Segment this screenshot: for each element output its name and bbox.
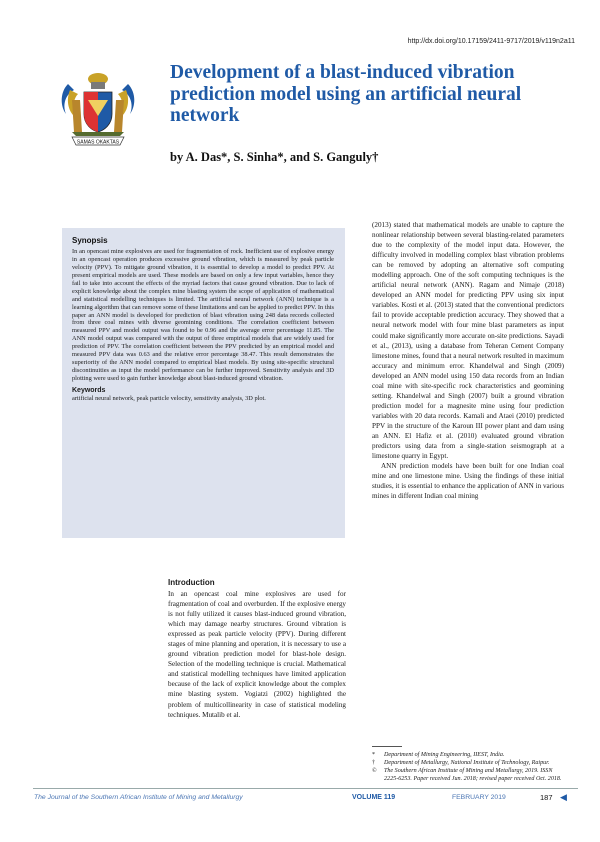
synopsis-heading: Synopsis: [72, 236, 108, 245]
introduction-heading: Introduction: [168, 578, 215, 587]
footnote-text: The Southern African Institute of Mining and Metallurgy, 2019. ISSN 2225-6253. Paper received Jun. 2018; revised paper received Oct. 2018.: [384, 768, 562, 783]
introduction-section: [168, 578, 346, 720]
footnote-mark: *: [372, 752, 376, 758]
footer-date: FEBRUARY 2019: [452, 794, 506, 801]
keywords-heading: Keywords: [72, 386, 106, 394]
page-arrow-icon: ◀: [560, 792, 567, 802]
footnote: [372, 767, 564, 783]
footnotes: [372, 751, 564, 783]
footer-journal-name: The Journal of the Southern African Institute of Mining and Metallurgy: [34, 794, 243, 801]
keywords-text: artificial neural network, peak particle velocity, sensitivity analysis, 3D plot.: [72, 394, 266, 402]
page-number: 187: [540, 793, 553, 802]
institute-crest-icon: [58, 70, 138, 148]
right-column-paragraph-2: ANN prediction models have been built for one Indian coal mine and one limestone mine. Using the findings of these initial studies, it is essential to enhance the application of ANN in various mines in different Indian coal mining: [372, 462, 564, 501]
footnote-text: Department of Mining Engineering, IIEST, India.: [384, 752, 505, 758]
footnote-text: Department of Metallurgy, National Institute of Technology, Raipur.: [384, 760, 550, 767]
footnote: [372, 759, 564, 767]
crest-motto: SAMAS OKAKTAS: [76, 139, 120, 146]
article-title: Development of a blast-induced vibration prediction model using an artificial neural network: [170, 62, 522, 126]
footer-volume: VOLUME 119: [352, 794, 396, 801]
footnote-mark: ©: [372, 768, 377, 775]
right-column-paragraph-1: (2013) stated that mathematical models are unable to capture the nonlinear relationship between several blasting-related parameters due to the complexity of the model input data. However, the difficulty involved in modelling complex blast vibration problems can be removed by adopting an alternative soft computing modelling approach. One of the soft computing techniques is the artificial neural network (ANN). Ragam and Nimaje (2018) developed an ANN model for predicting PPV using six input variables. Kosti et al. (2013) stated that the conventional predictors fail to provide acceptable prediction accuracy. They showed that a neural network model with four mine blast parameters as input could make significantly more accurate on-site predictions. Sayadi et al., (2013), using a database from Teheran Cement Company limestone mines, found that a neural network resulted in maximum accuracy and minimum error. Khandelwal and Singh (2009) developed an ANN model using 150 data records from an Indian coal mine with site-specific rock characteristics and geomining setting. Khandelwal and Singh (2007) built a ground vibration prediction model for a magnesite mine using four prediction variables with 20 data records. Kamali and Ataei (2010) predicted PPV in the structure of the Karoun III power plant and dam using an ANN. El Hafiz et al. (2010) evaluated ground vibration predictors using data from a single-station seismograph at a limestone quarry in Egypt.: [372, 221, 564, 461]
synopsis-box: [62, 228, 345, 538]
footnote-divider: [372, 746, 402, 747]
introduction-text: In an opencast coal mine explosives are used for fragmentation of coal and overburden. If the explosive energy is not fully utilized it causes blast-induced ground vibration, which may damage nearby structures. Ground vibration is expressed as peak particle velocity (PPV). During different stages of mine planning and operation, it is necessary to use a ground vibration prediction model for blast-hole design. Selection of the modelling technique is crucial. Mathematical and statistical modelling techniques have limited application because of the lack of explicit knowledge about the complex mine blasting system. Vogiatzi (2002) highlighted the problem of multicollinearity in case of statistical modeling techniques. Mutalib et al.: [168, 590, 346, 719]
right-column: [372, 220, 564, 501]
authors-line: by A. Das*, S. Sinha*, and S. Ganguly†: [170, 150, 379, 164]
footnote-mark: †: [372, 760, 376, 767]
footnote: [372, 751, 564, 759]
footer-divider: [33, 788, 578, 789]
synopsis-text: In an opencast mine explosives are used for fragmentation of rock. Inefficient use of explosive energy in an opencast operation produces excessive ground vibration, which is measured by peak particle velocity (PPV). To mitigate ground vibration, it is essential to develop a model to predict PPV. At present empirical models are used. These models are based on only a few input variables, hence they fail to take into account the effects of the myriad factors that cause ground vibration. Due to lack of explicit knowledge about the complex mine blasting system the scope of application of mathematical and statistical modelling techniques is limited. The artificial neural network (ANN) technique is a learning algorithm that can remove some of these limitations and can be applied to predict PPV. In this paper an ANN model is developed for prediction of blast vibration using 248 data records collected from three coal mines with diverse geomining conditions. The correlation coefficient between measured PPV and model output was found to be 0.96 and the average error percentage 11.85. The ANN model output was compared with the output of three empirical models that are widely used for prediction of PPV. The correlation coefficient between the PPV predicted by an empirical model and measured PPV data was 0.63 and the relative error percentage 38.47. This result demonstrates the superiority of the ANN model compared to empirical blast models. By using site-specific structural discontinuities as input the model performance can be further improved. Sensitivity analysis and 3D plotting were used to gain further knowledge about blast-induced ground vibration.: [72, 248, 334, 382]
doi-link[interactable]: http://dx.doi.org/10.17159/2411-9717/2019/v119n2a11: [407, 38, 575, 45]
